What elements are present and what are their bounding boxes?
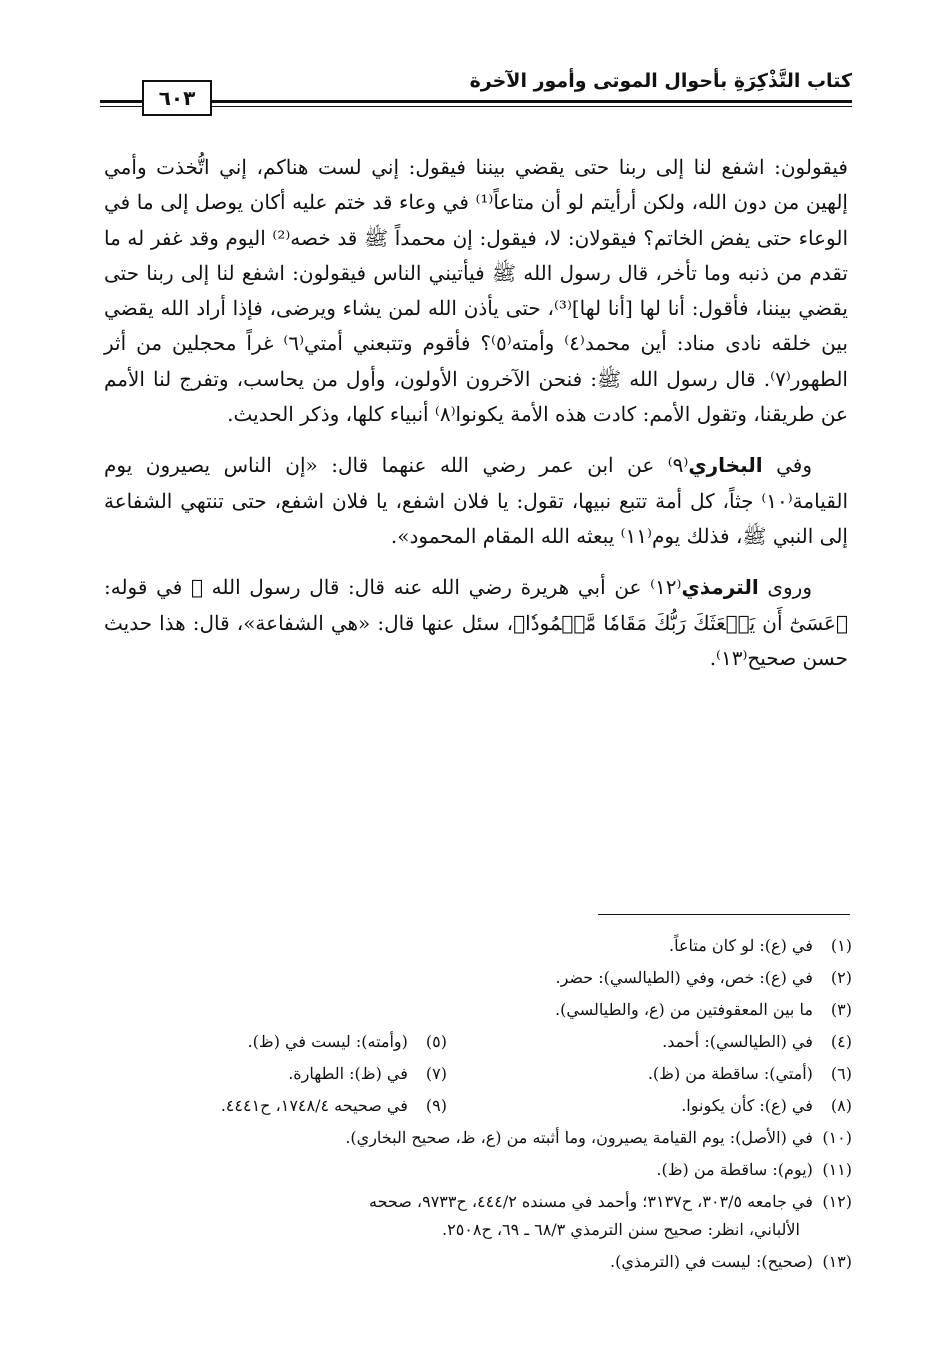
paragraph-2-text: ⁽٩⁾ عن ابن عمر رضي الله عنهما قال: «إن الناس يصيرون يوم القيامة⁽١٠⁾ جثاً، كل أمة تتبع نبيها، تقول: يا فلان اشفع، يا فلان اشفع، حتى تنتهي الشفاعة إلى النبي ﷺ، فذلك يوم⁽١١⁾ يبعثه الله المقام المحمود».: [104, 453, 848, 548]
footnote-number: (٣): [830, 1000, 852, 1019]
footnote-text: (أمتي): ساقطة من (ظ).: [647, 1064, 813, 1083]
footnote-12: [104, 1186, 852, 1246]
footnote-text: في (الطيالسي): أحمد.: [662, 1032, 813, 1051]
footnote-number: (٦): [830, 1064, 852, 1083]
footnote-11: [104, 1154, 852, 1186]
footnote-text: في (ع): خص، وفي (الطيالسي): حضر.: [555, 968, 813, 987]
footnote-4: [662, 1026, 852, 1058]
footnote-text: في (ع): كأن يكونوا.: [681, 1096, 813, 1115]
paragraph-1: فيقولون: اشفع لنا إلى ربنا حتى يقضي بيننا فيقول: إني لست هناكم، إني اتُّخذت وأمي إلهين من دون الله، ولكن أرأيتم لو أن متاعاً⁽¹⁾ في وعاء قد ختم عليه أكان يوصل إلى ما في الوعاء حتى يفض الخاتم؟ فيقولان: لا، فيقول: إن محمداً ﷺ قد خصه⁽²⁾ اليوم وقد غفر له ما تقدم من ذنبه وما تأخر، قال رسول الله ﷺ فيأتيني الناس فيقولون: اشفع لنا إلى ربنا حتى يقضي بيننا، فأقول: أنا لها [أنا لها]⁽³⁾، حتى يأذن الله لمن يشاء ويرضى، فإذا أراد الله يقضي بين خلقه نادى مناد: أين محمد⁽٤⁾ وأمته⁽٥⁾؟ فأقوم وتتبعني أمتي⁽٦⁾ غراً محجلين من أثر الطهور⁽٧⁾. قال رسول الله ﷺ: فنحن الآخرون الأولون، وأول من يحاسب، وتفرج لنا الأمم عن طريقنا، وتقول الأمم: كادت هذه الأمة يكونوا⁽٨⁾ أنبياء كلها، وذكر الحديث.: [104, 155, 848, 427]
footnote-7: [288, 1058, 447, 1090]
footnote-number: (١٠): [822, 1128, 852, 1147]
footnote-row-8-9: [104, 1090, 852, 1122]
footnote-2: [104, 962, 852, 994]
main-text: [104, 150, 848, 676]
footnote-text: (صحيح): ليست في (الترمذي).: [609, 1252, 813, 1271]
footnote-text: (يوم): ساقطة من (ظ).: [656, 1160, 813, 1179]
footnote-10: [104, 1122, 852, 1154]
footnote-1: [104, 930, 852, 962]
footnote-text: (وأمته): ليست في (ظ).: [247, 1032, 408, 1051]
paragraph-2-prefix: وفي: [776, 453, 813, 478]
source-tirmidhi: الترمذي: [681, 575, 759, 600]
footnote-number: (٧): [425, 1064, 447, 1083]
footnote-number: (٨): [830, 1096, 852, 1115]
footnote-number: (٤): [830, 1032, 852, 1051]
footnote-3: [104, 994, 852, 1026]
footnote-number: (١١): [822, 1160, 852, 1179]
footnote-number: (٢): [830, 968, 852, 987]
footnote-text: في جامعه ٣٠٣/٥، ح٣١٣٧؛ وأحمد في مسنده ٤٤٤/٢، ح٩٧٣٣، صححه: [369, 1192, 813, 1211]
header-rule-thin: [100, 106, 852, 107]
footnote-13: [104, 1246, 852, 1278]
book-title: كتاب التَّذْكِرَةِ بأحوال الموتى وأمور الآخرة: [469, 70, 852, 92]
page-number: ٦٠٣: [142, 80, 212, 116]
footnote-6: [648, 1058, 852, 1090]
footnote-number: (٩): [425, 1096, 447, 1115]
footnote-text: في (ع): لو كان متاعاً.: [668, 936, 813, 955]
footnote-text: في (الأصل): يوم القيامة يصيرون، وما أثبته من (ع، ظ، صحيح البخاري).: [345, 1128, 813, 1147]
footnotes: [104, 930, 852, 1278]
footnote-separator: [598, 914, 850, 915]
paragraph-2: [104, 448, 848, 554]
source-bukhari: البخاري: [688, 453, 763, 478]
footnote-row-4-5: [104, 1026, 852, 1058]
paragraph-3-prefix: وروى: [767, 575, 812, 600]
footnote-5: [248, 1026, 447, 1058]
footnote-text: في صحيحه ١٧٤٨/٤، ح٤٤٤١.: [220, 1096, 408, 1115]
running-header: [100, 66, 852, 116]
footnote-number: (١٣): [822, 1252, 852, 1271]
footnote-8: [681, 1090, 852, 1122]
paragraph-3: [104, 570, 848, 676]
paragraph-3-text: ⁽١٢⁾ عن أبي هريرة رضي الله عنه قال: قال رسول الله ﷺ في قوله: ﴿عَسَىٰٓ أَن يَبۡعَثَكَ رَبُّكَ مَقَامٗا مَّحۡمُودٗا﴾، سئل عنها قال: «هي الشفاعة»، قال: هذا حديث حسن صحيح⁽١٣⁾.: [104, 575, 848, 670]
footnote-text: في (ظ): الطهارة.: [288, 1064, 408, 1083]
footnote-number: (١): [830, 936, 852, 955]
footnote-row-6-7: [104, 1058, 852, 1090]
footnote-12-line-1: [104, 1188, 852, 1216]
footnote-number: (٥): [425, 1032, 447, 1051]
header-rule-thick: [100, 100, 852, 103]
footnote-text: ما بين المعقوفتين من (ع، والطيالسي).: [555, 1000, 813, 1019]
footnote-12-line-2: الألباني، انظر: صحيح سنن الترمذي ٦٨/٣ ـ ٦٩، ح٢٥٠٨.: [442, 1220, 800, 1239]
footnote-number: (١٢): [822, 1192, 852, 1211]
footnote-9: [221, 1090, 447, 1122]
